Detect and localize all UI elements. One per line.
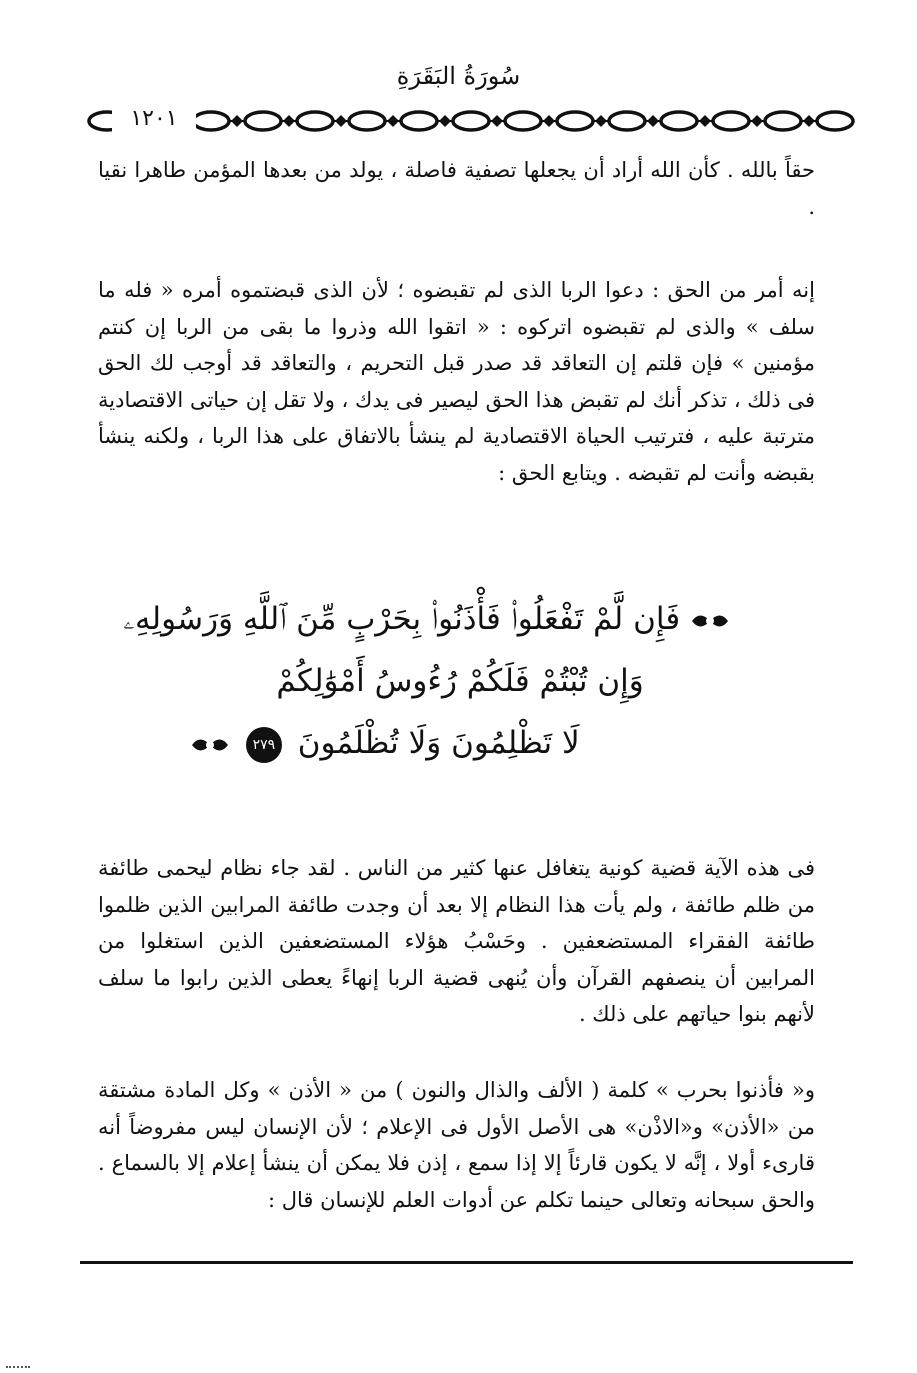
chain-link-icon (297, 112, 333, 130)
verse-close-ornament-icon (190, 732, 230, 758)
page-number: ١٢٠١ (112, 102, 196, 136)
scan-mark (6, 1366, 30, 1368)
chain-diamond-icon (647, 115, 659, 127)
footer-rule (80, 1261, 853, 1264)
chain-diamond-icon (751, 115, 763, 127)
chain-link-icon (765, 112, 801, 130)
chain-link-icon (193, 112, 229, 130)
verse-open-ornament-icon (690, 608, 730, 634)
chain-diamond-icon (543, 115, 555, 127)
chain-diamond-icon (595, 115, 607, 127)
verse-line-3-text: لَا تَظْلِمُونَ وَلَا تُظْلَمُونَ (297, 725, 580, 761)
chain-link-icon (505, 112, 541, 130)
chain-link-icon (453, 112, 489, 130)
verse-line-1-text: فَإِن لَّمْ تَفْعَلُوا۟ فَأْذَنُوا۟ بِحَرْبٍ مِّنَ ٱللَّهِ وَرَسُولِهِۦ (123, 601, 681, 637)
ayah-number-marker: ٢٧٩ (246, 727, 282, 763)
chain-diamond-icon (387, 115, 399, 127)
paragraph-2: إنه أمر من الحق : دعوا الربا الذى لم تقبضوه ؛ لأن الذى قبضتموه أمره « فله ما سلف » والذى لم تقبضوه اتركوه : « اتقوا الله وذروا ما بقى من الربا إن كنتم مؤمنين » فإن قلتم إن التعاقد قد صدر قبل التحريم ، والتعاقد قد أوجب لك الحق فى ذلك ، تذكر أنك لم تقبض هذا الحق ليصير فى يدك ، ولا تقل إن حياتى الاقتصادية مترتبة عليه ، فترتيب الحياة الاقتصادية لم ينشأ بالاتفاق على هذا الربا ، ولكنه ينشأ بقبضه وأنت لم تقبضه . ويتابع الحق : (98, 278, 815, 485)
chain-link-icon (817, 112, 853, 130)
chain-diamond-icon (491, 115, 503, 127)
verse-line-1 (123, 588, 730, 650)
surah-title: سُورَةُ البَقَرَةِ (396, 62, 521, 90)
chain-link-icon (661, 112, 697, 130)
chain-link-icon (401, 112, 437, 130)
chain-diamond-icon (231, 115, 243, 127)
chain-link-icon (245, 112, 281, 130)
verse-line-3 (190, 712, 730, 774)
header-chain-ornament (85, 104, 855, 138)
verse-line-2: وَإِن تُبْتُمْ فَلَكُمْ رُءُوسُ أَمْوَٰلِكُمْ (276, 663, 644, 699)
chain-diamond-icon (439, 115, 451, 127)
paragraph-1: حقاً بالله . كأن الله أراد أن يجعلها تصفية فاصلة ، يولد من بعدها المؤمن طاهرا نقيا . (98, 158, 815, 219)
chain-diamond-icon (803, 115, 815, 127)
paragraph-3: فى هذه الآية قضية كونية يتغافل عنها كثير من الناس . لقد جاء نظام ليحمى طائفة من ظلم طائفة ، ولم يأت هذا النظام إلا بعد أن وجدت طائفة المرابين الذين ظلموا طائفة الفقراء المستضعفين . وحَسْبُ هؤلاء المستضعفين الذين استغلوا من المرابين أن ينصفهم القرآن وأن يُنهى قضية الربا إنهاءً يعطى الذين رابوا ما سلف لأنهم بنوا حياتهم على ذلك . (98, 856, 815, 1026)
chain-link-icon (349, 112, 385, 130)
paragraph-4: و« فأذنوا بحرب » كلمة ( الألف والذال والنون ) من « الأذن » وكل المادة مشتقة من «الأذن» و«الاذْن» هى الأصل الأول فى الإعلام ؛ لأن الإنسان ليس مفروضاً أنه قارىء أولا ، إنَّه لا يكون قارئاً إلا إذا سمع ، إذن فلا يمكن أن ينشأ إعلام إلا بالسماع . والحق سبحانه وتعالى حينما تكلم عن أدوات العلم للإنسان قال : (98, 1078, 815, 1212)
chain-link-icon (713, 112, 749, 130)
chain-diamond-icon (283, 115, 295, 127)
quran-verse-block (123, 588, 730, 774)
chain-diamond-icon (699, 115, 711, 127)
chain-link-icon (557, 112, 593, 130)
chain-link-icon (609, 112, 645, 130)
chain-ornament-icon (85, 104, 855, 138)
chain-diamond-icon (335, 115, 347, 127)
